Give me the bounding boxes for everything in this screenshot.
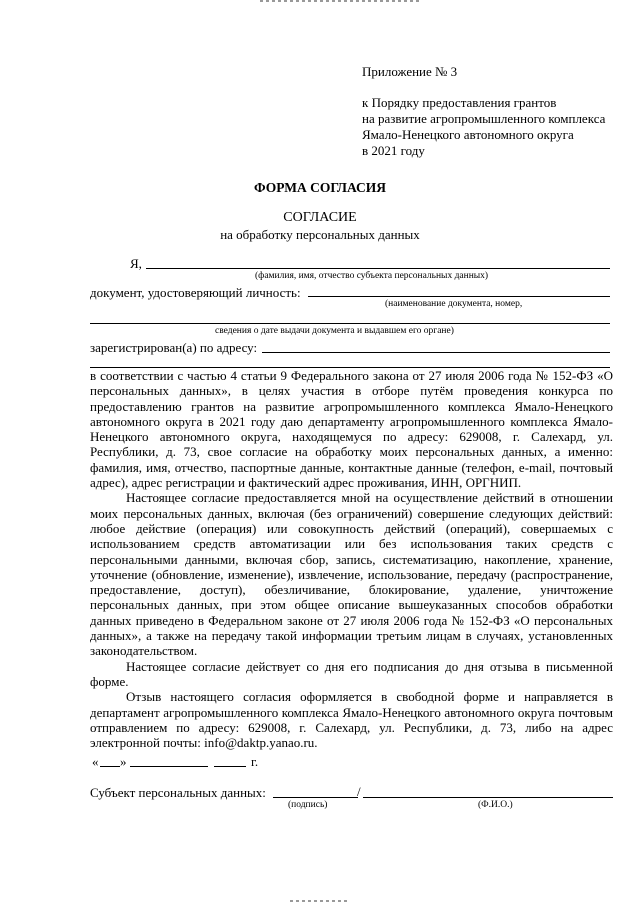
fio-field[interactable] (363, 797, 613, 798)
appendix-line-2: на развитие агропромышленного комплекса (362, 111, 606, 126)
document-issue-field[interactable] (90, 323, 610, 324)
scan-artifact-top (260, 0, 420, 2)
date-month-field[interactable] (130, 766, 208, 767)
paragraph-validity: Настоящее согласие действует со дня его подписания до дня отзыва в письменной форме. (90, 658, 613, 689)
date-close-quote: » (120, 754, 127, 769)
date-year-field[interactable] (214, 766, 246, 767)
name-hint: (фамилия, имя, отчество субъекта персональных данных) (255, 271, 489, 281)
consent-title: СОГЛАСИЕ (283, 210, 357, 225)
date-open-quote: « (92, 754, 99, 769)
signature-hint: (подпись) (288, 800, 328, 810)
signature-field[interactable] (273, 797, 358, 798)
name-field[interactable] (146, 268, 610, 269)
issue-hint: сведения о дате выдачи документа и выдавшем его органе) (215, 326, 454, 336)
appendix-line-1: к Порядку предоставления грантов (362, 95, 557, 110)
date-year-suffix: г. (251, 754, 259, 769)
signature-label: Субъект персональных данных: (90, 785, 266, 800)
paragraph-consent: в соответствии с частью 4 статьи 9 Федерального закона от 27 июля 2006 года № 152-ФЗ «О персональных данных», в целях участия в отборе путём проведения конкурса по предоставлению грантов на развитие агропромышленного комплекса Ямало-Ненецкого автономного округа в 2021 году даю департаменту агропромышленного комплекса Ямало-Ненецкого автономного округа, находящемуся по адресу: 629008, г. Салехард, ул. Республики, д. 73, свое согласие на обработку моих персональных данных, а именно: фамилия, имя, отчество, паспортные данные, контактные данные (телефон, e-mail, почтовый адрес), адрес регистрации и фактический адрес проживания, ИНН, ОРГНИП. (90, 368, 613, 491)
appendix-number: Приложение № 3 (362, 64, 458, 79)
address-label: зарегистрирован(а) по адресу: (90, 340, 258, 355)
paragraph-revocation: Отзыв настоящего согласия оформляется в свободной форме и направляется в департамент агропромышленного комплекса Ямало-Ненецкого автономного округа почтовым отправлением по адресу: 629008, г. Салехард, ул. Республики, д. 73, либо на адрес электронной почты: info@daktp.yanao.ru. (90, 689, 613, 751)
document-field[interactable] (308, 296, 610, 297)
i-label: Я, (130, 256, 142, 271)
document-label: документ, удостоверяющий личность: (90, 285, 301, 300)
scan-artifact-bottom (290, 900, 350, 902)
form-title: ФОРМА СОГЛАСИЯ (253, 180, 387, 195)
address-field[interactable] (262, 352, 610, 353)
fio-hint: (Ф.И.О.) (478, 800, 513, 810)
appendix-line-4: в 2021 году (362, 143, 425, 158)
appendix-line-3: Ямало-Ненецкого автономного округа (362, 127, 574, 142)
consent-subtitle: на обработку персональных данных (220, 227, 420, 242)
signature-slash: / (357, 784, 361, 799)
paragraph-actions: Настоящее согласие предоставляется мной на осуществление действий в отношении моих персональных данных, включая (без ограничений) совершение следующих действий: любое действие (операция) или совокупность действий (операций), совершаемых с использованием средств автоматизации или без использования таких средств с персональными данными, включая сбор, запись, систематизацию, накопление, хранение, уточнение (обновление, изменение), извлечение, использование, передачу (распространение, предоставление, доступ), обезличивание, блокирование, удаление, уничтожение персональных данных, при этом общее описание вышеуказанных способов обработки данных приведено в Федеральном законе от 27 июля 2006 года № 152-ФЗ «О персональных данных», а также на передачу такой информации третьим лицам в случаях, установленных законодательством. (90, 490, 613, 659)
document-hint: (наименование документа, номер, (385, 299, 523, 309)
consent-body (90, 368, 613, 750)
date-day-field[interactable] (100, 766, 120, 767)
